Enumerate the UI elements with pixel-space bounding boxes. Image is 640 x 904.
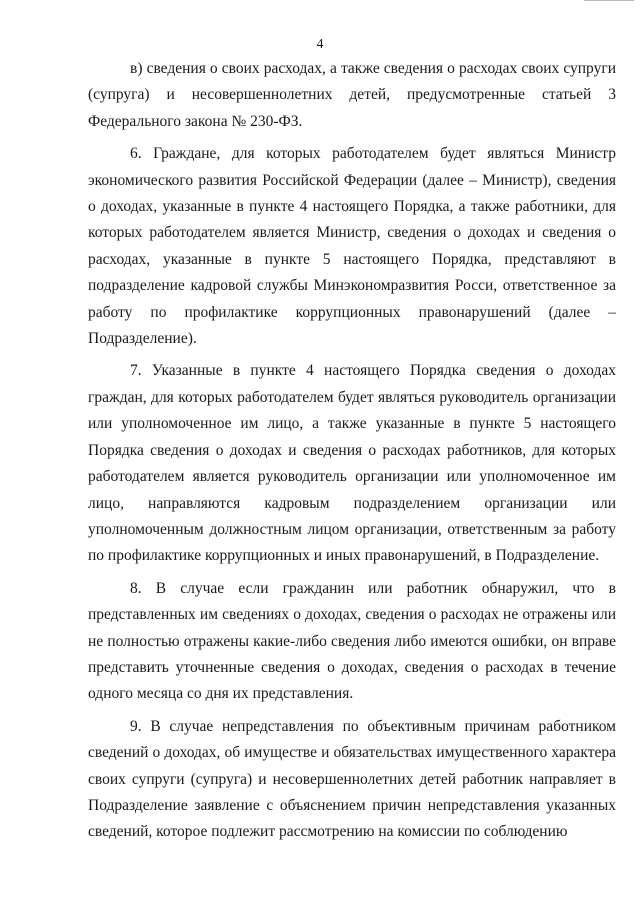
scan-edge-mark [584, 0, 634, 4]
page-number: 4 [316, 37, 324, 52]
paragraph-item-6: 6. Граждане, для которых работодателем будет являться Министр экономического развития Российской Федерации (далее – Министр), сведения о доходах, указанные в пункте 4 настоящего Порядка, а также работники, для которых работодателем является Министр, сведения о доходах и сведения о расходах, указанные в пункте 5 настоящего Порядка, представляют в подразделение кадровой службы Минэкономразвития Росси, ответственное за работу по профилактике коррупционных правонарушений (далее – Подразделение). [88, 145, 616, 348]
paragraph-subitem-v: в) сведения о своих расходах, а также сведения о расходах своих супруги (супруга) и несовершеннолетних детей, предусмотренные статьей 3 Федерального закона № 230-ФЗ. [88, 60, 616, 130]
paragraph-item-7: 7. Указанные в пункте 4 настоящего Порядка сведения о доходах граждан, для которых работодателем будет являться руководитель организации или уполномоченное им лицо, а также указанные в пункте 5 настоящего Порядка сведения о доходах и сведения о расходах работников, для которых работодателем является руководитель организации или уполномоченное им лицо, направляются кадровым подразделением организации или уполномоченным должностным лицом организации, ответственным за работу по профилактике коррупционных и иных правонарушений, в Подразделение. [88, 362, 616, 565]
document-body [88, 56, 616, 852]
paragraph-item-8: 8. В случае если гражданин или работник обнаружил, что в представленных им сведениях о доходах, сведения о расходах не отражены или не полностью отражены какие-либо сведения либо имеются ошибки, он вправе представить уточненные сведения о доходах, сведения о расходах в течение одного месяца со дня их представления. [88, 579, 616, 703]
paragraph-item-9: 9. В случае непредставления по объективным причинам работником сведений о доходах, об имуществе и обязательствах имущественного характера своих супруги (супруга) и несовершеннолетних детей работник направляет в Подразделение заявление с объяснением причин непредставления указанных сведений, которое подлежит рассмотрению на комиссии по соблюдению [88, 717, 616, 841]
